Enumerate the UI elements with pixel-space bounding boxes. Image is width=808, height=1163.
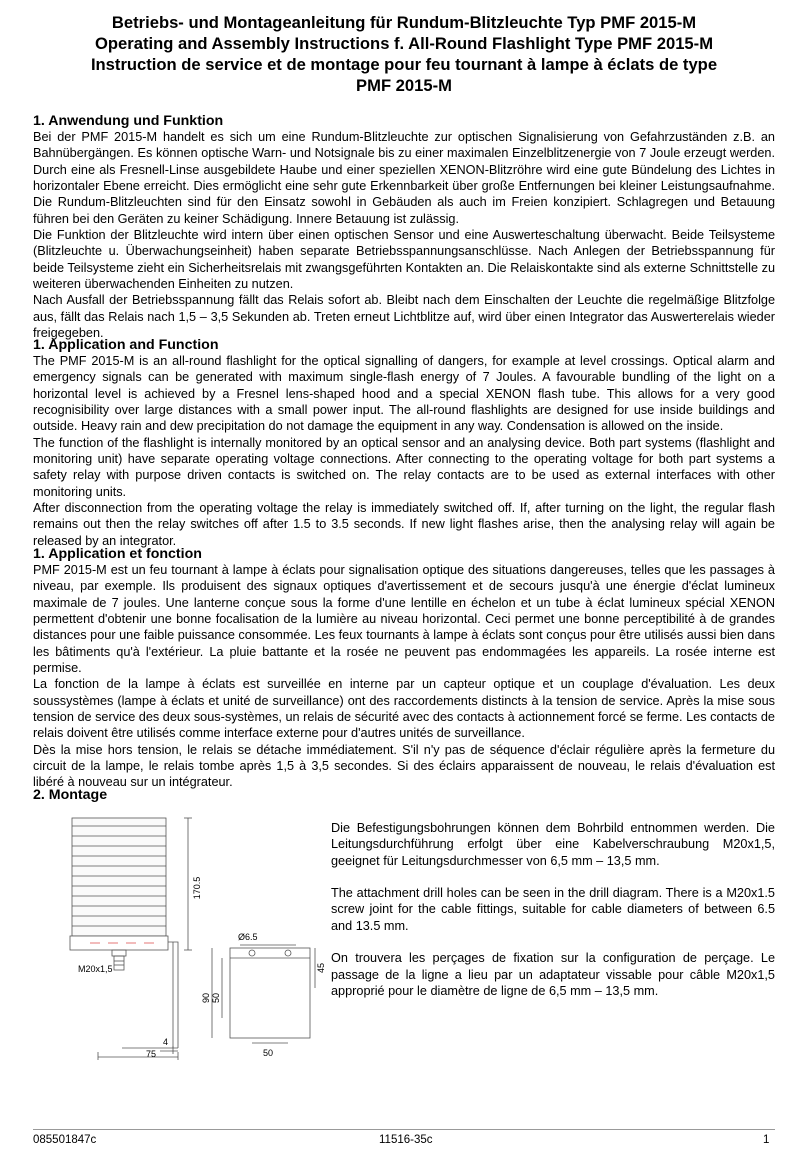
thread-label: M20x1,5	[78, 964, 113, 974]
paragraph: After disconnection from the operating voltage the relay is immediately switched off. If, after turning on the light, the regular flash remains out then the relay switches off after 1.5 to 3.5 seconds. If new light flashes arise, then the analysing relay will again be released by an integrator.	[33, 501, 775, 548]
paragraph: La fonction de la lampe à éclats est surveillée en interne par un capteur optique et un couplage d'évaluation. Les deux soussystèmes (lampe à éclats et unité de surveillance) ont des raccordements distincts à la tension de service. Après la mise sous tension de service des deux sous-systèmes, un relais de sécurité avec des contacts à actionnement forcé se ferme. Les contacts de relais doivent être utilisés comme interface externe pour d'autres unités de surveillance.	[33, 677, 775, 741]
montage-text	[331, 820, 775, 999]
height-dimension: 170.5	[192, 876, 202, 900]
paragraph: Die Funktion der Blitzleuchte wird intern über einen optischen Sensor und eine Auswerteschaltung überwacht. Beide Teilsysteme (Blitzleuchte u. Überwachungseinheit) haben separate Betriebsspannungsanschlüsse. Nach Anlegen der Betriebsspannung für beide Teilsysteme zieht ein Sicherheitsrelais mit zwangsgeführten Kontakten an. Die Relaiskontakte sind als externe Schnittstelle zu weiteren überwachenden Einheiten zu nutzen.	[33, 228, 775, 292]
footer-divider	[33, 1129, 775, 1130]
footer-page-number: 1	[763, 1134, 770, 1146]
section-heading-de: 1. Anwendung und Funktion	[33, 113, 224, 129]
title-line-model: PMF 2015-M	[356, 76, 452, 95]
document-title	[30, 12, 778, 96]
title-line-de: Betriebs- und Montageanleitung für Rundum-Blitzleuchte Typ PMF 2015-M	[111, 13, 697, 32]
title-line-en: Operating and Assembly Instructions f. All-Round Flashlight Type PMF 2015-M	[94, 34, 714, 53]
dim-50-bottom: 50	[263, 1048, 274, 1058]
paragraph: Die Befestigungsbohrungen können dem Bohrbild entnommen werden. Die Leitungsdurchführung erfolgt über eine Kabelverschraubung M20x1,5, geeignet für Leitungsdurchmesser von 6,5 mm – 13,5 mm.	[331, 821, 775, 868]
section-heading-fr: 1. Application et fonction	[33, 546, 202, 562]
section-body-en	[33, 353, 775, 549]
technical-drawing	[60, 808, 330, 1063]
section-heading-en: 1. Application and Function	[33, 337, 219, 353]
dim-45: 45	[316, 962, 326, 974]
section-heading-montage: 2. Montage	[33, 787, 108, 803]
section-body-fr	[33, 562, 775, 791]
paragraph: Bei der PMF 2015-M handelt es sich um eine Rundum-Blitzleuchte zur optischen Signalisierung von Gefahrzuständen z.B. an Bahnübergängen. Es können optische Warn- und Notsignale bis zu einer maximalen Einzelblitzenergie von 7 Joule erzeugt werden. Durch eine als Fresnell-Linse ausgebildete Haube und einer speziellen XENON-Blitzröhre wird eine gute Bündelung des Lichtes in horizontaler Ebene erreicht. Dies ermöglicht eine sehr gute Erkennbarkeit über große Entfernungen bei kleiner Leistungsaufnahme. Die Rundum-Blitzleuchten sind für den Einsatz sowohl in Gebäuden als auch im Freien konzipiert. Schlagregen und Betauung führen bei den Geräten zu keiner Schädigung. Innere Betauung ist zulässig.	[33, 130, 775, 226]
hole-diameter: Ø6.5	[238, 932, 258, 942]
footer-doc-number: 085501847c	[33, 1134, 97, 1146]
paragraph: On trouvera les perçages de fixation sur la configuration de perçage. Le passage de la ligne a lieu par un adaptateur vissable pour câble M20x1,5 approprié pour le diamètre de ligne de 6,5 mm – 13,5 mm.	[331, 951, 775, 998]
paragraph: Nach Ausfall der Betriebsspannung fällt das Relais sofort ab. Bleibt nach dem Einschalten der Leuchte die regelmäßige Blitzfolge aus, fällt das Relais nach 1,5 – 3,5 Sekunden ab. Treten erneut Lichtblitze auf, wird über einen Integrator das Auswerterelais wieder freigegeben.	[33, 293, 775, 341]
title-line-fr: Instruction de service et de montage pour feu tournant à lampe à éclats de type	[90, 55, 718, 74]
paragraph: Dès la mise hors tension, le relais se détache immédiatement. S'il n'y pas de séquence d'éclair régulière après la fermeture du circuit de la lampe, le relais tombe après 1,5 à 3,5 secondes. Si des éclairs apparaissent de nouveau, le relais d'évaluation est libéré à nouveau sur un intégrateur.	[33, 742, 775, 790]
paragraph: PMF 2015-M est un feu tournant à lampe à éclats pour signalisation optique des situations dangereuses, telles que les passages à niveau, par exemple. Ils produisent des signaux optiques d'avertissement et de secours jusqu'à une énergie d'éclat lumineux maximale de 7 joules. Une lanterne conçue sous la forme d'une lentille en échelon et un tube à éclat lumineux spécial XENON permettent d'obtenir une bonne focalisation de la lumière au niveau horizontal. Ceci permet une bonne perceptibilité à de grandes distances pour une faible puissance consommée. Les feux tournants à lampe à éclats sont conçus pour être utilisés aussi bien dans les bâtiments qu'à l'extérieur. La pluie battante et la rosée ne peuvent pas endommagées les appareils. La rosée interne est permise.	[33, 563, 775, 676]
dim-50-left: 50	[211, 992, 221, 1004]
paragraph: The function of the flashlight is internally monitored by an optical sensor and an analysing device. Both part systems (flashlight and monitoring unit) have separate operating voltage connections. After connecting to the operating voltage for both part systems a safety relay with purpose driven contacts is switched on. The relay contacts are to be used as external interfaces with other monitoring units.	[33, 435, 775, 499]
dim-90: 90	[201, 992, 211, 1004]
paragraph: The attachment drill holes can be seen in the drill diagram. There is a M20x1.5 screw joint for the cable fittings, suitable for cable diameters of between 6.5 and 13.5 mm.	[331, 886, 775, 933]
foot-dimension: 4	[163, 1037, 169, 1047]
lamp-side-view	[70, 818, 192, 1060]
foot-total-dimension: 75	[146, 1049, 157, 1059]
footer-ref: 11516-35c	[379, 1134, 433, 1146]
section-body-de	[33, 129, 775, 341]
paragraph: The PMF 2015-M is an all-round flashlight for the optical signalling of dangers, for example at level crossings. Optical alarm and emergency signals can be generated with maximum single-flash energy of 7 Joules. A favourable bundling of the light on a horizontal level is achieved by a Fresnel lens-shaped hood and a special XENON flash tube. This allows for a very good recognisibility over large distances with a small power input. The all-round flashlights are designed for use inside buildings and outside. Heavy rain and dew precipitation do not damage the equipment in any way. Condensation is allowed on the inside.	[33, 354, 775, 434]
drill-pattern	[212, 945, 315, 1043]
